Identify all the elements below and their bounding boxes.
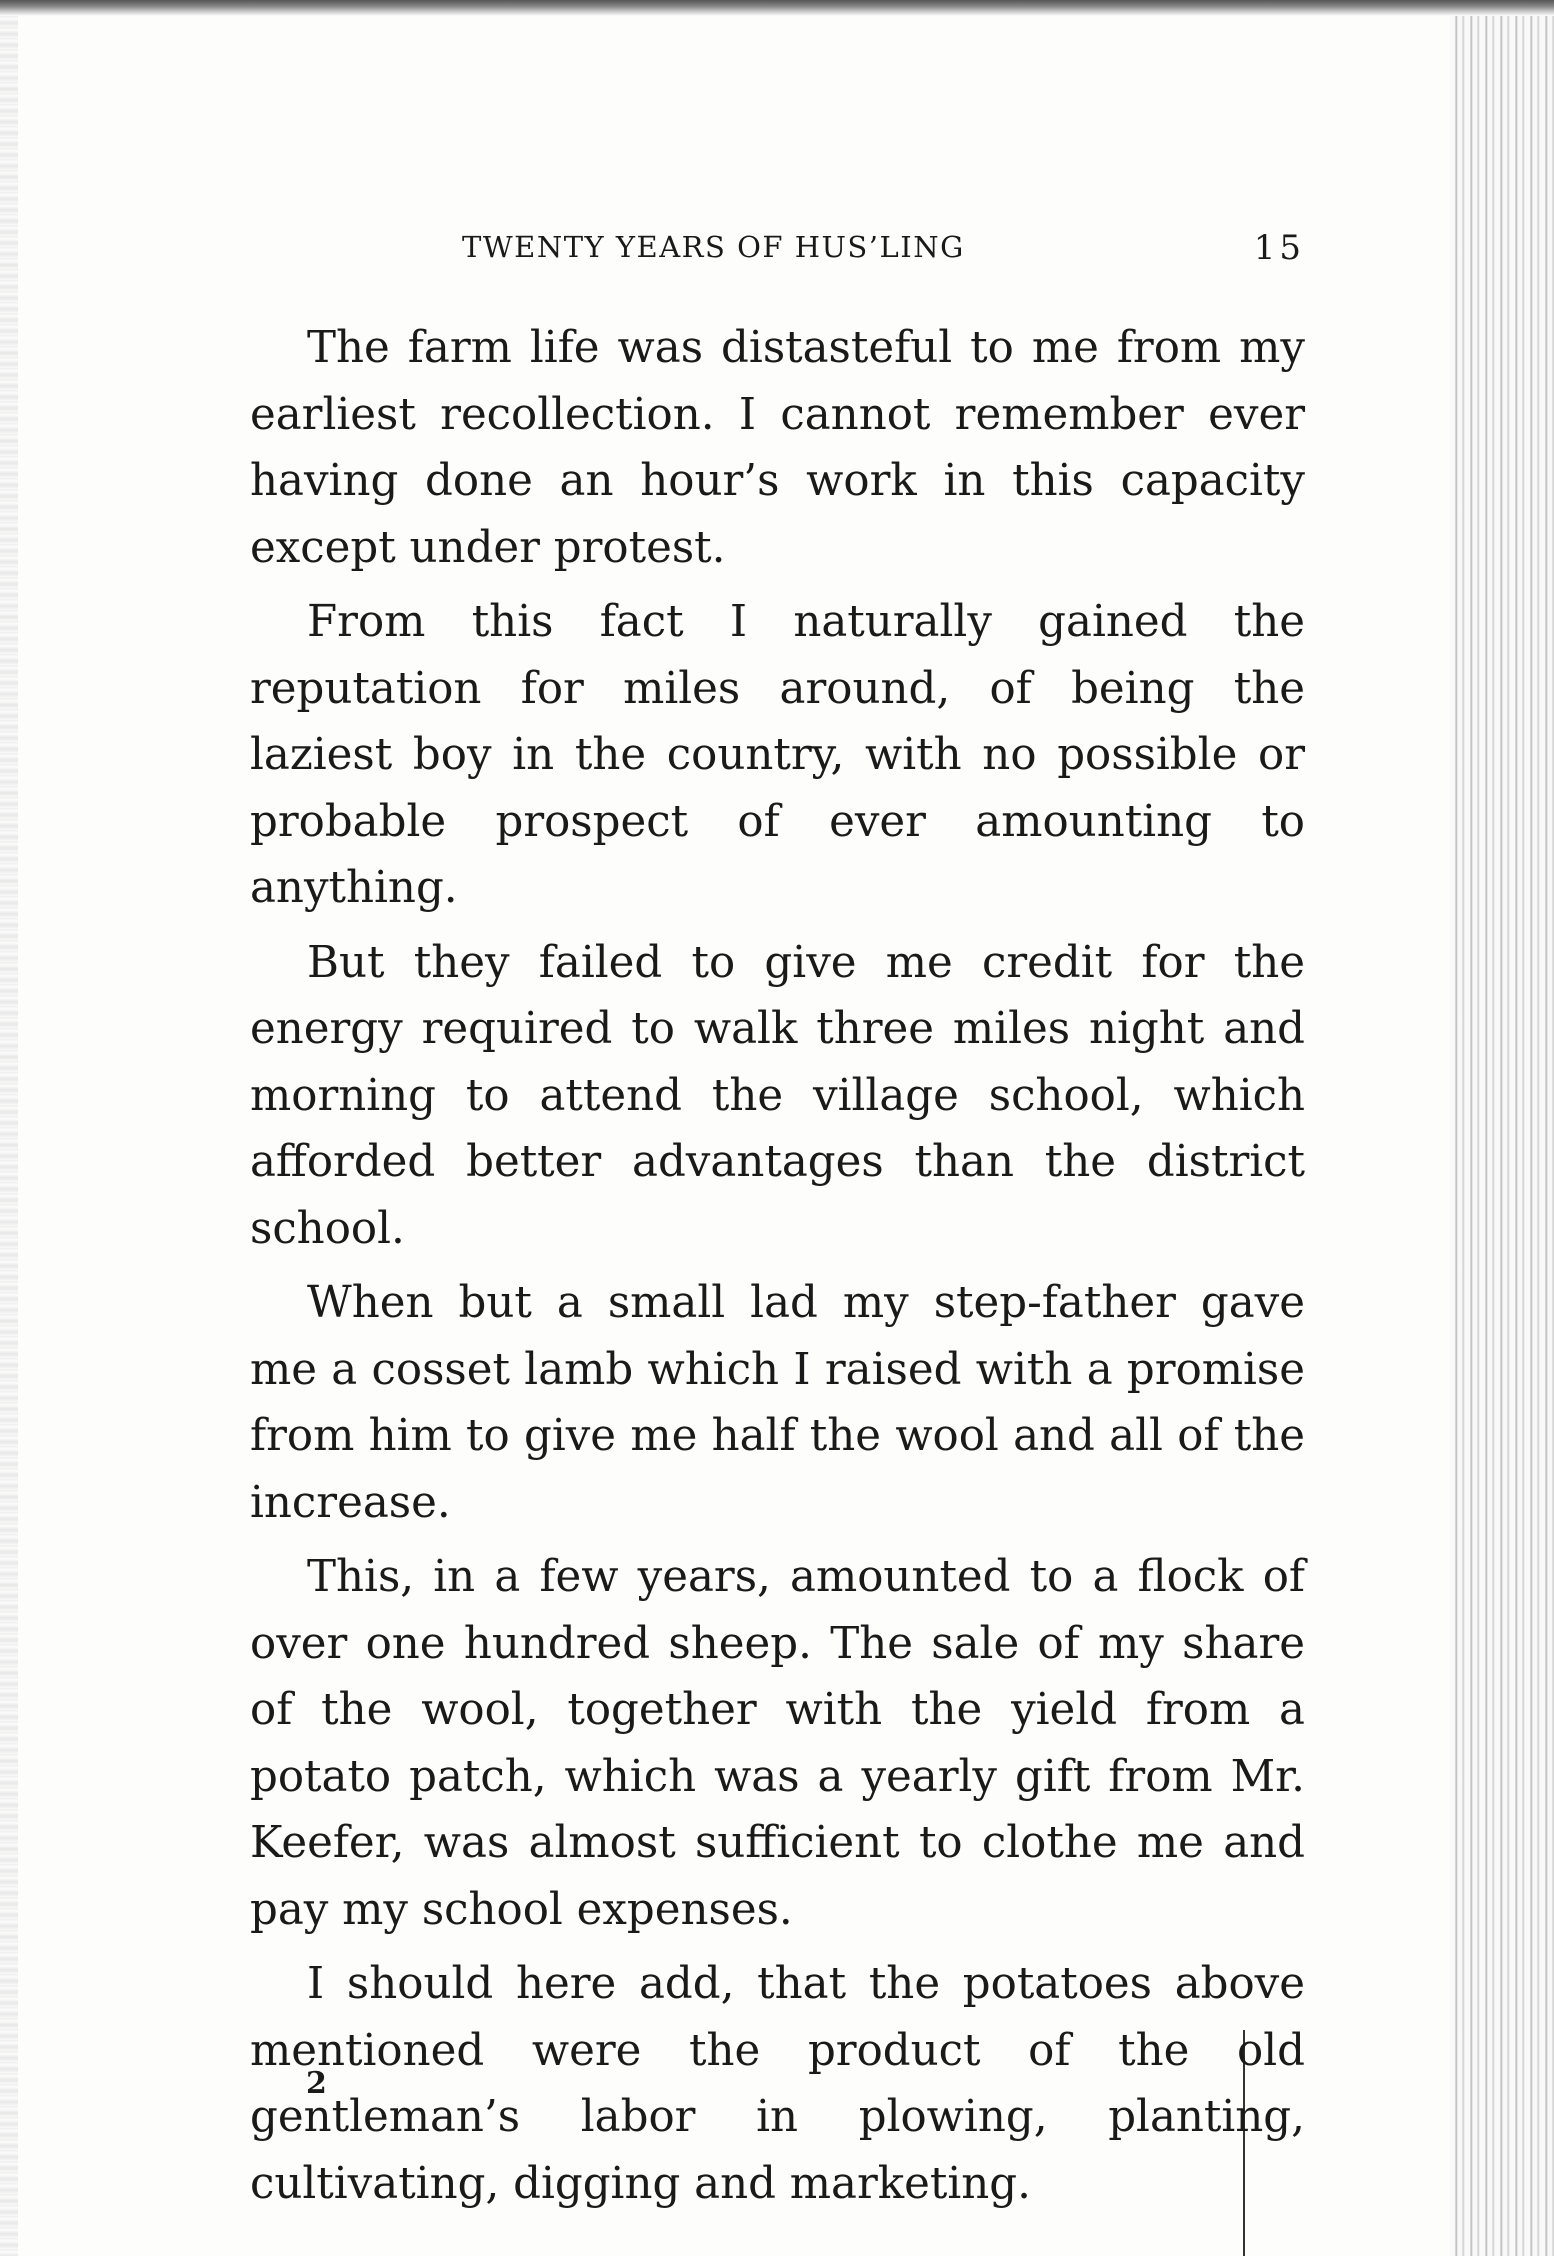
scan-top-edge (0, 0, 1554, 16)
paragraph: But they failed to give me credit for the energy required to walk three miles night and morning to attend the village school, which afforded better advantages than the district school. (250, 937, 1305, 1254)
scan-left-edge (0, 16, 18, 2256)
running-title: TWENTY YEARS OF HUS’LING (462, 230, 965, 264)
paragraph: From this fact I naturally gained the reputation for miles around, of being the laziest boy in the country, with no possible or probable prospect of ever amounting to anything. (250, 597, 1305, 913)
paragraph: This, in a few years, amounted to a flock of over one hundred sheep. The sale of my share of the wool, together with the yield from a potato patch, which was a yearly gift from Mr. Keefer, was almost sufficient to clothe me and pay my school expenses. (250, 1552, 1305, 1935)
body-text (250, 315, 1305, 2225)
running-head (250, 230, 1305, 280)
paragraph: The farm life was distasteful to me from my earliest recollection. I cannot remember ever having done an hour’s work in this capacity except under protest. (250, 323, 1305, 573)
signature-mark: 2 (306, 2066, 327, 2101)
scan-right-edge (1450, 16, 1554, 2256)
page-number: 15 (1253, 228, 1305, 268)
paragraph: I should here add, that the potatoes above mentioned were the product of the old gentleman’s labor in plowing, planting, cultivating, digging and marketing. (250, 1959, 1305, 2209)
paragraph: When but a small lad my step-father gave me a cosset lamb which I raised with a promise from him to give me half the wool and all of the increase. (250, 1278, 1305, 1528)
